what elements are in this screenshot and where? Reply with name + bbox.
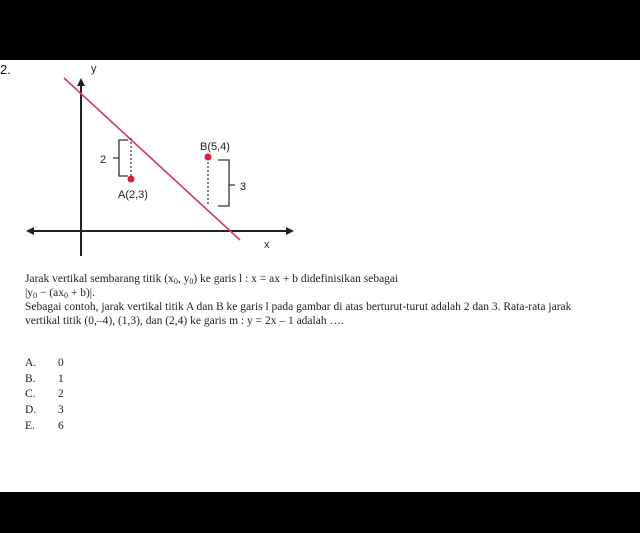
bracket-b: [218, 160, 235, 206]
question-line: vertikal titik (0,–4), (1,3), dan (2,4) ke garis m : y = 2x – 1 adalah ….: [25, 315, 344, 327]
graph-figure: [0, 60, 640, 270]
x-axis-label: x: [264, 239, 270, 251]
question-text: [25, 272, 640, 328]
point-a: [128, 176, 135, 183]
question-number: 2.: [0, 62, 11, 77]
line-l: [64, 78, 240, 240]
option-e[interactable]: E. 6: [25, 419, 64, 432]
point-b-label: B(5,4): [200, 141, 230, 153]
distance-b-label: 3: [240, 181, 247, 193]
y-axis-label: y: [91, 63, 97, 75]
point-a-label: A(2,3): [118, 189, 148, 201]
definition-line: Jarak vertikal sembarang titik ($x_0$, $y_0$) ke garis l : x = ax + b didefinisikan sebagai: [25, 273, 399, 286]
point-b: [205, 154, 212, 161]
question-sheet: [0, 60, 640, 492]
distance-a-label: 2: [100, 154, 107, 166]
option-c[interactable]: C. 2: [25, 388, 64, 401]
bracket-a: [113, 140, 128, 176]
option-d[interactable]: D. 3: [25, 404, 64, 417]
answer-options: [25, 356, 64, 435]
example-line: Sebagai contoh, jarak vertikal titik A dan B ke garis l pada gambar di atas berturut-turut adalah 2 dan 3. Rata-rata jarak: [25, 301, 572, 313]
option-a[interactable]: A. 0: [25, 357, 64, 369]
option-b[interactable]: B. 1: [25, 372, 64, 385]
formula-line: $|y_0 - (ax_0 + b)|$.: [25, 287, 95, 300]
